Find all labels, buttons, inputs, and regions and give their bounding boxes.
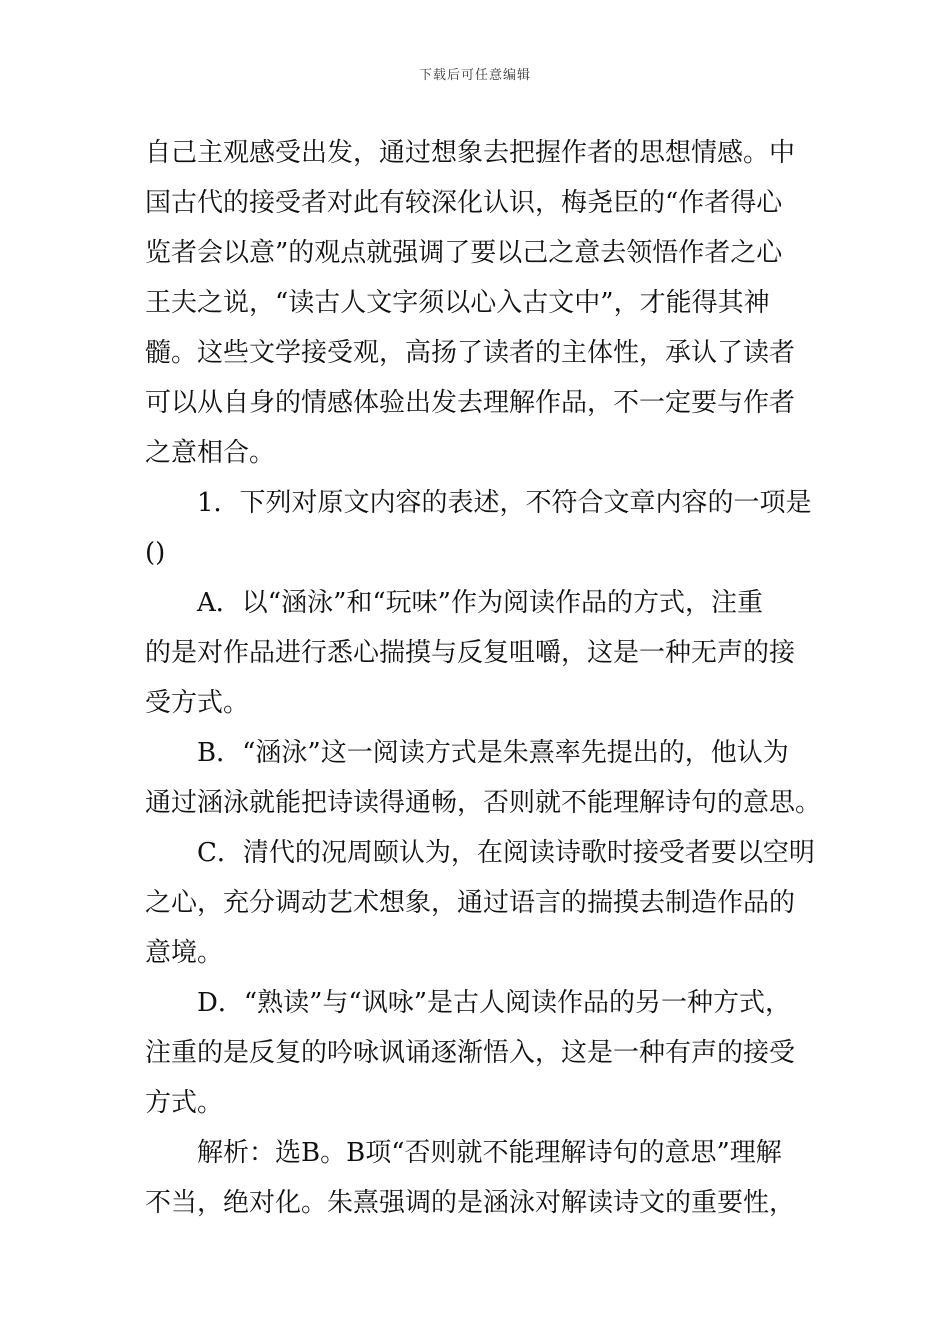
text-line: 髓。这些文学接受观，高扬了读者的主体性，承认了读者	[145, 338, 796, 368]
answer-blank: ()	[145, 538, 166, 568]
text-line: 王夫之说，“读古人文字须以心入古文中”，才能得其神	[145, 288, 770, 318]
option-b: B．“涵泳”这一阅读方式是朱熹率先提出的，他认为	[197, 738, 789, 768]
option-c: C．清代的况周颐认为，在阅读诗歌时接受者要以空明	[197, 838, 815, 868]
text-line: 自己主观感受出发，通过想象去把握作者的思想情感。中	[145, 138, 796, 168]
option-d: D．“熟读”与“讽咏”是古人阅读作品的另一种方式，	[197, 988, 792, 1018]
text-line: 的是对作品进行悉心揣摸与反复咀嚼，这是一种无声的接	[145, 638, 796, 668]
document-body	[145, 128, 822, 1228]
page-header: 下载后可任意编辑	[418, 68, 531, 83]
text-line: 之心，充分调动艺术想象，通过语言的揣摸去制造作品的	[145, 888, 796, 918]
text-line: 可以从自身的情感体验出发去理解作品，不一定要与作者	[145, 388, 796, 418]
analysis: 解析：选B。B项“否则就不能理解诗句的意思”理解	[197, 1138, 782, 1168]
text-line: 不当，绝对化。朱熹强调的是涵泳对解读诗文的重要性，	[145, 1188, 796, 1218]
question-stem: 1．下列对原文内容的表述，不符合文章内容的一项是	[197, 488, 812, 518]
text-line: 国古代的接受者对此有较深化认识，梅尧臣的“作者得心	[145, 188, 783, 218]
text-line: 方式。	[145, 1088, 224, 1118]
text-line: 意境。	[145, 938, 224, 968]
text-line: 之意相合。	[145, 438, 276, 468]
text-line: 受方式。	[145, 688, 250, 718]
text-line: 览者会以意”的观点就强调了要以己之意去领悟作者之心	[145, 238, 783, 268]
text-line: 注重的是反复的吟咏讽诵逐渐悟入，这是一种有声的接受	[145, 1038, 796, 1068]
option-a: A．以“涵泳”和“玩味”作为阅读作品的方式，注重	[197, 588, 763, 618]
text-line: 通过涵泳就能把诗读得通畅，否则就不能理解诗句的意思。	[145, 788, 822, 818]
